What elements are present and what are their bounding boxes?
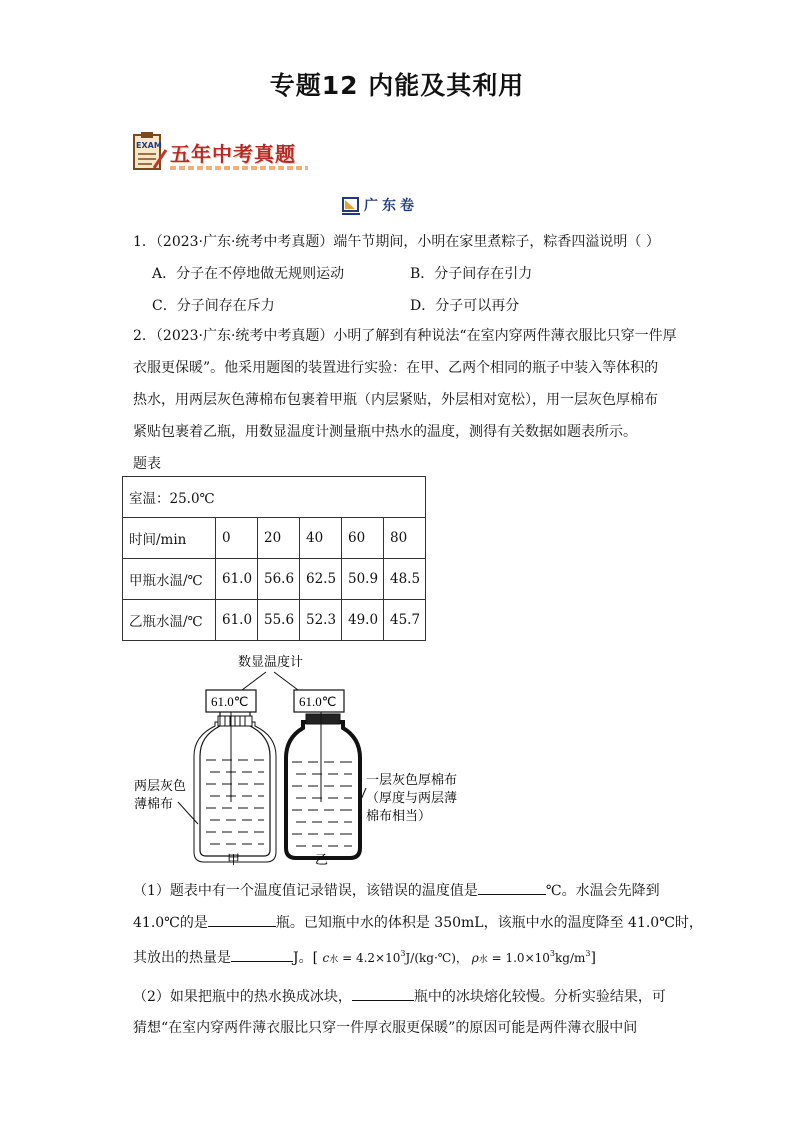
table-header-cell: 时间/min	[123, 518, 216, 559]
part2-line	[133, 986, 666, 1007]
table-cell: 45.7	[384, 600, 426, 641]
province-label: 广东卷	[364, 198, 418, 214]
table-header-cell: 60	[342, 518, 384, 559]
part1-text: 瓶。已知瓶中水的体积是 350mL，该瓶中水的温度降至 41.0℃时，	[275, 915, 703, 931]
table-row	[123, 600, 426, 641]
q2-text-line: 热水，用两层灰色薄棉布包裹着甲瓶（内层紧贴，外层相对宽松），用一层灰色厚棉布	[133, 392, 658, 408]
table-caption: 题表	[133, 456, 161, 472]
formula	[323, 951, 591, 965]
display-a-reading: 61.0℃	[211, 694, 249, 709]
part1-line	[133, 944, 596, 970]
table-cell: 甲瓶水温/℃	[123, 559, 216, 600]
part2-line: 猜想“在室内穿两件薄衣服比只穿一件厚衣服更保暖”的原因可能是两件薄衣服中间	[133, 1020, 638, 1036]
bottle-a-label: 甲	[227, 852, 241, 867]
part1-text: J。[	[293, 950, 319, 966]
province-heading	[340, 192, 460, 218]
answer-blank[interactable]	[208, 912, 276, 927]
q1-option-b: B．分子间存在引力	[410, 266, 533, 282]
rho-symbol: ρ	[471, 951, 479, 965]
rho-unit: kg/m	[554, 951, 586, 965]
table-cell: 50.9	[342, 559, 384, 600]
table-header-cell: 40	[300, 518, 342, 559]
rho-unit-exponent: 3	[585, 949, 591, 958]
exam-clipboard-icon	[130, 130, 168, 172]
answer-blank[interactable]	[231, 947, 293, 962]
section-banner	[130, 130, 310, 174]
part1-text: （1）题表中有一个温度值记录错误，该错误的温度值是	[133, 883, 478, 899]
part1-line	[133, 880, 660, 901]
table-header-cell: 80	[384, 518, 426, 559]
part1-text: 41.0℃的是	[133, 915, 208, 931]
c-value: = 4.2×10	[338, 951, 401, 965]
exam-icon-text: EXAM	[136, 141, 162, 150]
table-cell: 56.6	[258, 559, 300, 600]
experiment-figure	[120, 652, 480, 870]
table-cell: 55.6	[258, 600, 300, 641]
left-note-line: 两层灰色	[134, 778, 187, 793]
table-cell: 52.3	[300, 600, 342, 641]
part1-text: ℃。水温会先降到	[545, 883, 660, 899]
table-cell: 61.0	[216, 559, 258, 600]
rho-subscript: 水	[478, 955, 488, 965]
thermometer-label: 数显温度计	[238, 654, 304, 669]
part1-text: 其放出的热量是	[133, 950, 231, 966]
c-unit: J/(kg·℃)，	[405, 951, 468, 965]
table-cell: 乙瓶水温/℃	[123, 600, 216, 641]
q1-option-d: D．分子可以再分	[410, 298, 520, 314]
q1-option-a: A．分子在不停地做无规则运动	[152, 266, 345, 282]
q1-stem: 1．（2023·广东·统考中考真题）端午节期间，小明在家里煮粽子，粽香四溢说明（ ）	[133, 234, 660, 250]
table-header-cell: 20	[258, 518, 300, 559]
rho-value: = 1.0×10	[487, 951, 550, 965]
rho-exponent: 3	[549, 949, 555, 958]
table-row	[123, 559, 426, 600]
ruler-set-icon	[340, 194, 362, 216]
bottle-a	[194, 712, 276, 862]
part1-line	[133, 912, 703, 933]
q2-text-line: 衣服更保暖”。他采用题图的装置进行实验：在甲、乙两个相同的瓶子中装入等体积的	[133, 360, 659, 376]
banner-label: 五年中考真题	[170, 142, 296, 166]
table-row	[123, 477, 426, 518]
c-symbol: c	[322, 951, 330, 965]
left-note-line: 薄棉布	[134, 796, 174, 811]
q2-text-line: 紧贴包裹着乙瓶，用数显温度计测量瓶中热水的温度，测得有关数据如题表所示。	[133, 424, 637, 440]
display-b-reading: 61.0℃	[299, 694, 337, 709]
answer-blank[interactable]	[478, 880, 546, 895]
right-note-line: 一层灰色厚棉布	[366, 772, 458, 787]
part1-text: ]	[590, 950, 596, 966]
c-subscript: 水	[329, 955, 339, 965]
part2-text: （2）如果把瓶中的热水换成冰块，	[133, 989, 352, 1005]
table-cell: 62.5	[300, 559, 342, 600]
part2-text: 瓶中的冰块熔化较慢。分析实验结果，可	[413, 989, 666, 1005]
q1-option-c: C．分子间存在斥力	[152, 298, 275, 314]
table-cell: 61.0	[216, 600, 258, 641]
room-temp-cell: 室温：25.0℃	[123, 477, 426, 518]
table-header-cell: 0	[216, 518, 258, 559]
banner-underline	[170, 166, 308, 170]
page-title: 专题12 内能及其利用	[269, 71, 525, 100]
table-cell: 48.5	[384, 559, 426, 600]
bottle-b-label: 乙	[315, 852, 329, 867]
right-note-line: 棉布相当）	[366, 808, 432, 823]
bottle-b	[286, 712, 360, 858]
answer-blank[interactable]	[352, 986, 414, 1001]
table-row	[123, 518, 426, 559]
data-table	[122, 476, 426, 641]
q2-text-line: 2．（2023·广东·统考中考真题）小明了解到有种说法“在室内穿两件薄衣服比只穿一件厚	[133, 328, 677, 344]
right-note-line: （厚度与两层薄	[366, 790, 458, 805]
table-cell: 49.0	[342, 600, 384, 641]
c-exponent: 3	[400, 949, 406, 958]
